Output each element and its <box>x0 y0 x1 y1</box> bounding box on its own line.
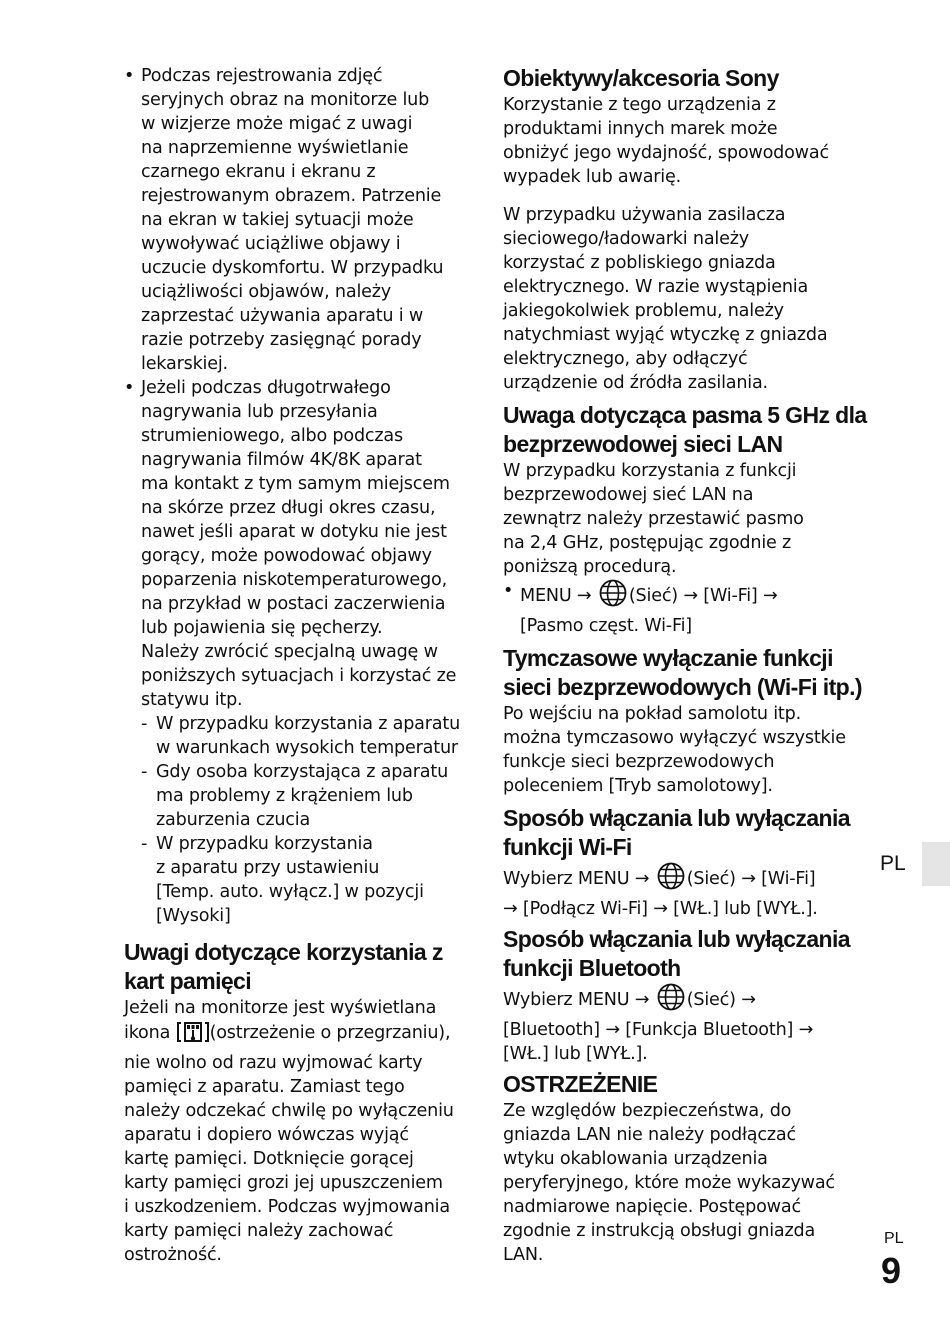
globe-icon <box>597 579 629 614</box>
warning-text <box>503 1099 868 1267</box>
text-line: w wizjerze może migać z uwagi <box>141 114 413 134</box>
text-line: Po wejściu na pokład samolotu itp. <box>503 704 801 724</box>
text-line: zewnątrz należy przestawić pasmo <box>503 509 804 529</box>
wifi-toggle-line <box>503 862 868 897</box>
text-line: na skórze przez długi okres czasu, <box>141 498 436 518</box>
text-line: produktami innych marek może <box>503 119 778 139</box>
text-line: bezprzewodowej sieci LAN <box>503 431 783 457</box>
memory-cards-icon-line <box>124 1020 489 1051</box>
text-line: na ekran w takiej sytuacji może <box>141 210 414 230</box>
text-line: z aparatu przy ustawieniu <box>156 858 380 878</box>
text-line: poparzenia niskotemperaturowego, <box>141 570 447 590</box>
dash-item-circulation <box>124 760 489 832</box>
text-line: - Gdy osoba korzystająca z aparatu <box>156 762 449 782</box>
text-line: Tymczasowe wyłączanie funkcji <box>503 645 833 671</box>
text-line: elektrycznego, aby odłączyć <box>503 349 748 369</box>
text-line: funkcje sieci bezprzewodowych <box>503 752 775 772</box>
text-line: nie wolno od razu wyjmować karty <box>124 1053 423 1073</box>
text-line: zaburzenia czucia <box>156 810 311 830</box>
page-number: 9 <box>881 1250 902 1291</box>
text-line: [Temp. auto. wyłącz.] w pozycji <box>156 882 424 902</box>
bluetooth-toggle-prefix: Wybierz MENU → <box>503 990 650 1010</box>
text-line: razie potrzeby zasięgnąć porady <box>141 330 422 350</box>
globe-icon <box>655 862 687 897</box>
text-line: zaprzestać używania aparatu i w <box>141 306 424 326</box>
text-line: kart pamięci <box>124 968 252 994</box>
text-line: karty pamięci należy zachować <box>124 1221 394 1241</box>
text-line: ostrożność. <box>124 1245 222 1265</box>
text-line: jakiegokolwiek problemu, należy <box>503 301 784 321</box>
heading-bluetooth-toggle <box>503 925 868 983</box>
text-line: wypadek lub awarię. <box>503 167 682 187</box>
side-language-label: PL <box>880 852 906 875</box>
text-line: nadmiarowe napięcie. Postępować <box>503 1197 801 1217</box>
text-line: • Jeżeli podczas długotrwałego <box>141 378 391 398</box>
bluetooth-toggle-rest <box>503 1018 868 1066</box>
text-line: lekarskiej. <box>141 354 228 374</box>
text-line: lub pojawienia się pęcherzy. <box>141 618 383 638</box>
heading-memory-cards <box>124 938 489 996</box>
text-line: poniższą procedurą. <box>503 557 677 577</box>
text-line: elektrycznego. W razie wystąpienia <box>503 277 809 297</box>
text-line: można tymczasowo wyłączyć wszystkie <box>503 728 846 748</box>
5ghz-procedure-bullet <box>503 579 868 638</box>
text-line: nagrywania filmów 4K/8K aparat <box>141 450 422 470</box>
text-line: - W przypadku korzystania <box>156 834 373 854</box>
wifi-toggle-prefix: Wybierz MENU → <box>503 869 650 889</box>
language-tab <box>922 842 950 886</box>
bullet-burst-shooting <box>124 64 489 376</box>
text-line: ma problemy z krążeniem lub <box>156 786 413 806</box>
heading-5ghz <box>503 401 868 459</box>
card-overheat-warning-icon <box>176 1020 210 1051</box>
lenses-text <box>503 93 868 189</box>
globe-icon <box>655 983 687 1018</box>
text-line: na przykład w postaci zaczerwienia <box>141 594 446 614</box>
text-line: Ze względów bezpieczeństwa, do <box>503 1101 792 1121</box>
text-line: wywoływać uciążliwe objawy i <box>141 234 401 254</box>
wifi-toggle-text <box>503 862 868 921</box>
heading-sony-lenses: Obiektywy/akcesoria Sony <box>503 65 779 91</box>
memory-cards-line: Jeżeli na monitorze jest wyświetlana <box>124 998 437 1018</box>
memory-cards-rest <box>124 1051 489 1267</box>
right-column <box>503 64 868 1267</box>
text-line: Sposób włączania lub wyłączania <box>503 805 850 831</box>
bullet-low-temp-burns <box>124 376 489 640</box>
5ghz-procedure-line <box>520 579 868 614</box>
text-line: należy odczekać chwilę po wyłączeniu <box>124 1101 454 1121</box>
text-line: - W przypadku korzystania z aparatu <box>156 714 461 734</box>
text-line: poniższych sytuacjach i korzystać ze <box>141 666 457 686</box>
adapter-text <box>503 203 868 395</box>
text-line: w warunkach wysokich temperatur <box>156 738 458 758</box>
left-column <box>124 64 489 1267</box>
text-line: wtyku okablowania urządzenia <box>503 1149 768 1169</box>
text-line: [Bluetooth] → [Funkcja Bluetooth] → <box>503 1020 814 1040</box>
temporary-disable-text <box>503 702 868 798</box>
text-line: sieciowego/ładowarki należy <box>503 229 749 249</box>
text-line: [Wysoki] <box>156 906 231 926</box>
text-line: urządzenie od źródła zasilania. <box>503 373 768 393</box>
text-line: poleceniem [Tryb samolotowy]. <box>503 776 773 796</box>
text-line: funkcji Bluetooth <box>503 955 681 981</box>
5ghz-procedure-prefix: MENU → <box>520 586 592 606</box>
text-line: uciążliwości objawów, należy <box>141 282 391 302</box>
text-line: rejestrowanym obrazem. Patrzenie <box>141 186 442 206</box>
text-line: nagrywania lub przesyłania <box>141 402 378 422</box>
5ghz-text <box>503 459 868 579</box>
text-line: W przypadku korzystania z funkcji <box>503 461 797 481</box>
heading-temporary-disable <box>503 644 868 702</box>
5ghz-procedure-line-2: [Pasmo częst. Wi-Fi] <box>520 616 692 636</box>
text-line: bezprzewodowej sieć LAN na <box>503 485 754 505</box>
bluetooth-toggle-line <box>503 983 868 1018</box>
heading-wifi-toggle <box>503 804 868 862</box>
bluetooth-toggle-suffix: (Sieć) → <box>686 990 756 1010</box>
wifi-toggle-suffix: (Sieć) → [Wi-Fi] <box>686 869 816 889</box>
text-line: na 2,4 GHz, postępując zgodnie z <box>503 533 792 553</box>
text-line: Uwagi dotyczące korzystania z <box>124 939 443 965</box>
bluetooth-toggle-text <box>503 983 868 1066</box>
text-line: Należy zwrócić specjalną uwagę w <box>141 642 438 662</box>
text-line: • Podczas rejestrowania zdjęć <box>141 66 383 86</box>
dash-item-auto-power-off <box>124 832 489 928</box>
memory-cards-icon-prefix: ikona <box>124 1023 171 1043</box>
text-line: zgodnie z instrukcją obsługi gniazda <box>503 1221 816 1241</box>
dash-item-high-temperature <box>124 712 489 760</box>
memory-cards-text <box>124 996 489 1267</box>
text-line: obniżyć jego wydajność, spowodować <box>503 143 829 163</box>
text-line: Korzystanie z tego urządzenia z <box>503 95 776 115</box>
heading-warning: OSTRZEŻENIE <box>503 1071 658 1097</box>
text-line: na naprzemienne wyświetlanie <box>141 138 409 158</box>
text-line: uczucie dyskomfortu. W przypadku <box>141 258 444 278</box>
text-line: peryferyjnego, które może wykazywać <box>503 1173 835 1193</box>
text-line: ma kontakt z tym samym miejscem <box>141 474 450 494</box>
page-language-label: PL <box>884 1230 904 1247</box>
text-line: korzystać z pobliskiego gniazda <box>503 253 776 273</box>
text-line: gorący, może powodować objawy <box>141 546 432 566</box>
text-line: Uwaga dotycząca pasma 5 GHz dla <box>503 402 867 428</box>
text-line: funkcji Wi-Fi <box>503 834 632 860</box>
text-line: kartę pamięci. Dotknięcie gorącej <box>124 1149 414 1169</box>
text-line: Sposób włączania lub wyłączania <box>503 926 850 952</box>
text-line: natychmiast wyjąć wtyczkę z gniazda <box>503 325 828 345</box>
text-line: karty pamięci grozi jej upuszczeniem <box>124 1173 443 1193</box>
text-line: gniazda LAN nie należy podłączać <box>503 1125 796 1145</box>
text-line: aparatu i dopiero wówczas wyjąć <box>124 1125 409 1145</box>
text-line: nawet jeśli aparat w dotyku nie jest <box>141 522 447 542</box>
wifi-toggle-line-2: → [Podłącz Wi-Fi] → [WŁ.] lub [WYŁ.]. <box>503 899 818 919</box>
text-line: pamięci z aparatu. Zamiast tego <box>124 1077 405 1097</box>
text-line: czarnego ekranu i ekranu z <box>141 162 376 182</box>
memory-cards-icon-suffix: (ostrzeżenie o przegrzaniu), <box>209 1023 451 1043</box>
text-line: sieci bezprzewodowych (Wi-Fi itp.) <box>503 674 862 700</box>
text-line: seryjnych obraz na monitorze lub <box>141 90 430 110</box>
text-line: statywu itp. <box>141 690 243 710</box>
5ghz-procedure-suffix: (Sieć) → [Wi-Fi] → <box>628 586 778 606</box>
text-line: strumieniowego, albo podczas <box>141 426 403 446</box>
text-line: i uszkodzeniem. Podczas wyjmowania <box>124 1197 450 1217</box>
text-line: [WŁ.] lub [WYŁ.]. <box>503 1044 648 1064</box>
text-line: LAN. <box>503 1245 544 1265</box>
text-line: W przypadku używania zasilacza <box>503 205 786 225</box>
bullet-low-temp-burns-continued <box>124 640 489 712</box>
